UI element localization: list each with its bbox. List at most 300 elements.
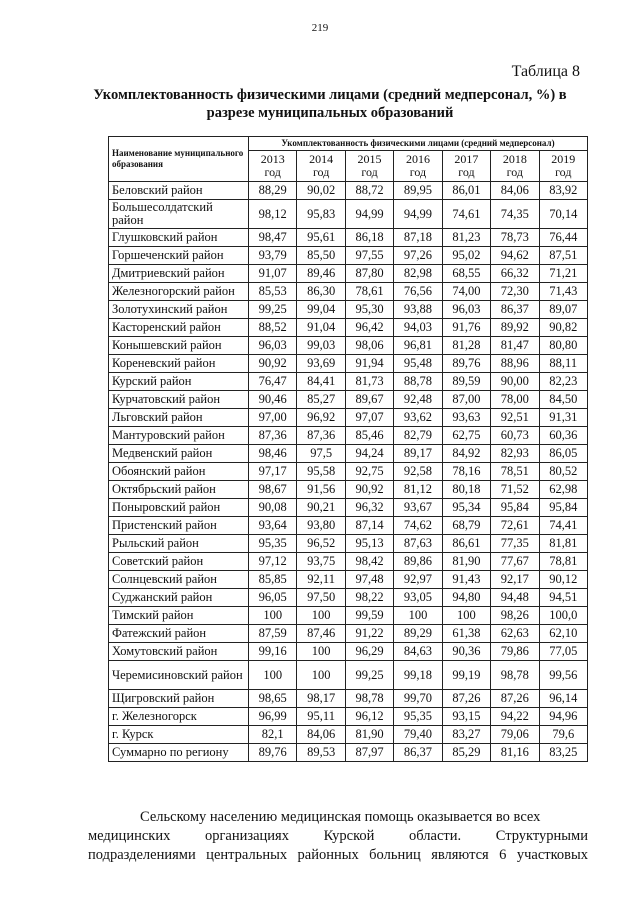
staffing-value-cell: 60,73 bbox=[491, 427, 539, 445]
staffing-value-cell: 81,81 bbox=[539, 535, 587, 553]
table-row bbox=[109, 200, 588, 229]
staffing-value-cell: 92,58 bbox=[394, 463, 442, 481]
staffing-value-cell: 89,46 bbox=[297, 265, 345, 283]
staffing-value-cell: 86,18 bbox=[345, 229, 393, 247]
staffing-value-cell: 89,07 bbox=[539, 301, 587, 319]
staffing-value-cell: 74,61 bbox=[442, 200, 490, 229]
staffing-value-cell: 98,46 bbox=[249, 445, 297, 463]
staffing-value-cell: 91,43 bbox=[442, 571, 490, 589]
staffing-value-cell: 95,84 bbox=[491, 499, 539, 517]
staffing-value-cell: 87,26 bbox=[491, 690, 539, 708]
staffing-value-cell: 95,13 bbox=[345, 535, 393, 553]
staffing-table bbox=[108, 136, 588, 762]
staffing-value-cell: 61,38 bbox=[442, 625, 490, 643]
staffing-value-cell: 74,00 bbox=[442, 283, 490, 301]
staffing-value-cell: 90,02 bbox=[297, 182, 345, 200]
staffing-value-cell: 78,61 bbox=[345, 283, 393, 301]
staffing-value-cell: 91,56 bbox=[297, 481, 345, 499]
staffing-value-cell: 79,6 bbox=[539, 726, 587, 744]
staffing-value-cell: 92,48 bbox=[394, 391, 442, 409]
staffing-value-cell: 95,30 bbox=[345, 301, 393, 319]
staffing-value-cell: 97,55 bbox=[345, 247, 393, 265]
staffing-value-cell: 81,90 bbox=[345, 726, 393, 744]
table-row bbox=[109, 517, 588, 535]
year-value: 2019 bbox=[551, 152, 576, 166]
staffing-value-cell: 76,47 bbox=[249, 373, 297, 391]
staffing-value-cell: 83,27 bbox=[442, 726, 490, 744]
table-row bbox=[109, 499, 588, 517]
staffing-value-cell: 99,70 bbox=[394, 690, 442, 708]
staffing-value-cell: 86,01 bbox=[442, 182, 490, 200]
staffing-value-cell: 99,25 bbox=[249, 301, 297, 319]
staffing-value-cell: 94,96 bbox=[539, 708, 587, 726]
staffing-value-cell: 86,37 bbox=[394, 744, 442, 762]
staffing-value-cell: 89,92 bbox=[491, 319, 539, 337]
staffing-value-cell: 99,18 bbox=[394, 661, 442, 690]
staffing-value-cell: 98,78 bbox=[345, 690, 393, 708]
staffing-value-cell: 81,23 bbox=[442, 229, 490, 247]
table-row bbox=[109, 535, 588, 553]
staffing-value-cell: 84,06 bbox=[297, 726, 345, 744]
staffing-value-cell: 90,00 bbox=[491, 373, 539, 391]
staffing-value-cell: 100 bbox=[249, 607, 297, 625]
staffing-value-cell: 78,73 bbox=[491, 229, 539, 247]
staffing-value-cell: 92,17 bbox=[491, 571, 539, 589]
staffing-value-cell: 84,06 bbox=[491, 182, 539, 200]
staffing-value-cell: 96,99 bbox=[249, 708, 297, 726]
staffing-value-cell: 89,53 bbox=[297, 744, 345, 762]
staffing-value-cell: 98,06 bbox=[345, 337, 393, 355]
staffing-value-cell: 84,50 bbox=[539, 391, 587, 409]
staffing-value-cell: 62,98 bbox=[539, 481, 587, 499]
staffing-value-cell: 87,36 bbox=[297, 427, 345, 445]
staffing-value-cell: 83,25 bbox=[539, 744, 587, 762]
table-row bbox=[109, 265, 588, 283]
table-row bbox=[109, 726, 588, 744]
staffing-value-cell: 60,36 bbox=[539, 427, 587, 445]
staffing-value-cell: 95,35 bbox=[394, 708, 442, 726]
year-unit: год bbox=[264, 165, 281, 179]
staffing-value-cell: 88,72 bbox=[345, 182, 393, 200]
staffing-value-cell: 88,96 bbox=[491, 355, 539, 373]
staffing-value-cell: 93,80 bbox=[297, 517, 345, 535]
staffing-value-cell: 95,34 bbox=[442, 499, 490, 517]
staffing-value-cell: 87,63 bbox=[394, 535, 442, 553]
year-unit: год bbox=[361, 165, 378, 179]
municipality-name: Тимский район bbox=[109, 607, 249, 625]
staffing-value-cell: 93,15 bbox=[442, 708, 490, 726]
table-row bbox=[109, 409, 588, 427]
body-paragraph bbox=[88, 808, 588, 865]
table-row bbox=[109, 690, 588, 708]
staffing-value-cell: 97,17 bbox=[249, 463, 297, 481]
table-row bbox=[109, 463, 588, 481]
staffing-value-cell: 77,67 bbox=[491, 553, 539, 571]
staffing-value-cell: 62,10 bbox=[539, 625, 587, 643]
staffing-value-cell: 96,12 bbox=[345, 708, 393, 726]
table-row bbox=[109, 481, 588, 499]
staffing-value-cell: 96,81 bbox=[394, 337, 442, 355]
staffing-value-cell: 86,05 bbox=[539, 445, 587, 463]
staffing-value-cell: 74,62 bbox=[394, 517, 442, 535]
staffing-value-cell: 81,90 bbox=[442, 553, 490, 571]
staffing-value-cell: 89,86 bbox=[394, 553, 442, 571]
year-unit: год bbox=[458, 165, 475, 179]
staffing-value-cell: 99,19 bbox=[442, 661, 490, 690]
staffing-value-cell: 99,03 bbox=[297, 337, 345, 355]
table-row bbox=[109, 445, 588, 463]
table-row bbox=[109, 283, 588, 301]
staffing-value-cell: 82,23 bbox=[539, 373, 587, 391]
staffing-value-cell: 97,5 bbox=[297, 445, 345, 463]
staffing-value-cell: 78,00 bbox=[491, 391, 539, 409]
group-column-header: Укомплектованность физическими лицами (средний медперсонал) bbox=[249, 137, 588, 151]
staffing-value-cell: 87,97 bbox=[345, 744, 393, 762]
staffing-value-cell: 71,43 bbox=[539, 283, 587, 301]
page-number: 219 bbox=[311, 22, 329, 34]
staffing-value-cell: 97,00 bbox=[249, 409, 297, 427]
year-column-header bbox=[345, 151, 393, 182]
staffing-value-cell: 62,63 bbox=[491, 625, 539, 643]
staffing-value-cell: 95,61 bbox=[297, 229, 345, 247]
staffing-value-cell: 81,47 bbox=[491, 337, 539, 355]
staffing-value-cell: 90,92 bbox=[345, 481, 393, 499]
staffing-value-cell: 98,65 bbox=[249, 690, 297, 708]
staffing-value-cell: 78,51 bbox=[491, 463, 539, 481]
staffing-value-cell: 87,46 bbox=[297, 625, 345, 643]
table-row bbox=[109, 319, 588, 337]
year-column-header bbox=[539, 151, 587, 182]
year-value: 2015 bbox=[357, 152, 382, 166]
staffing-value-cell: 83,92 bbox=[539, 182, 587, 200]
staffing-value-cell: 94,24 bbox=[345, 445, 393, 463]
table-row bbox=[109, 247, 588, 265]
municipality-name: Октябрьский район bbox=[109, 481, 249, 499]
staffing-value-cell: 90,46 bbox=[249, 391, 297, 409]
staffing-value-cell: 89,59 bbox=[442, 373, 490, 391]
staffing-value-cell: 96,03 bbox=[442, 301, 490, 319]
staffing-value-cell: 93,79 bbox=[249, 247, 297, 265]
staffing-value-cell: 100 bbox=[249, 661, 297, 690]
municipality-name: Суммарно по региону bbox=[109, 744, 249, 762]
staffing-value-cell: 96,03 bbox=[249, 337, 297, 355]
staffing-value-cell: 90,08 bbox=[249, 499, 297, 517]
staffing-value-cell: 100 bbox=[297, 661, 345, 690]
table-row bbox=[109, 301, 588, 319]
staffing-value-cell: 82,79 bbox=[394, 427, 442, 445]
staffing-value-cell: 100 bbox=[394, 607, 442, 625]
municipality-name: Золотухинский район bbox=[109, 301, 249, 319]
municipality-name: Льговский район bbox=[109, 409, 249, 427]
staffing-value-cell: 78,81 bbox=[539, 553, 587, 571]
staffing-value-cell: 77,05 bbox=[539, 643, 587, 661]
staffing-value-cell: 95,58 bbox=[297, 463, 345, 481]
staffing-value-cell: 94,62 bbox=[491, 247, 539, 265]
staffing-value-cell: 94,99 bbox=[345, 200, 393, 229]
staffing-value-cell: 94,22 bbox=[491, 708, 539, 726]
table-label: Таблица 8 bbox=[511, 63, 580, 80]
table-row bbox=[109, 182, 588, 200]
table-row bbox=[109, 391, 588, 409]
municipality-name: Большесолдатский район bbox=[109, 200, 249, 229]
table-row bbox=[109, 625, 588, 643]
staffing-value-cell: 94,80 bbox=[442, 589, 490, 607]
staffing-value-cell: 97,50 bbox=[297, 589, 345, 607]
municipality-name: Суджанский район bbox=[109, 589, 249, 607]
staffing-value-cell: 91,22 bbox=[345, 625, 393, 643]
staffing-value-cell: 66,32 bbox=[491, 265, 539, 283]
staffing-value-cell: 91,07 bbox=[249, 265, 297, 283]
municipality-name: Хомутовский район bbox=[109, 643, 249, 661]
staffing-value-cell: 81,28 bbox=[442, 337, 490, 355]
staffing-value-cell: 72,30 bbox=[491, 283, 539, 301]
staffing-value-cell: 84,92 bbox=[442, 445, 490, 463]
staffing-value-cell: 95,83 bbox=[297, 200, 345, 229]
staffing-value-cell: 77,35 bbox=[491, 535, 539, 553]
municipality-name: Щигровский район bbox=[109, 690, 249, 708]
municipality-name: Пристенский район bbox=[109, 517, 249, 535]
staffing-value-cell: 89,67 bbox=[345, 391, 393, 409]
staffing-value-cell: 96,92 bbox=[297, 409, 345, 427]
staffing-value-cell: 70,14 bbox=[539, 200, 587, 229]
table-row bbox=[109, 373, 588, 391]
staffing-value-cell: 87,80 bbox=[345, 265, 393, 283]
staffing-value-cell: 90,36 bbox=[442, 643, 490, 661]
staffing-value-cell: 76,44 bbox=[539, 229, 587, 247]
municipality-name: Обоянский район bbox=[109, 463, 249, 481]
staffing-value-cell: 98,42 bbox=[345, 553, 393, 571]
staffing-value-cell: 88,78 bbox=[394, 373, 442, 391]
municipality-name: г. Курск bbox=[109, 726, 249, 744]
staffing-value-cell: 96,42 bbox=[345, 319, 393, 337]
staffing-value-cell: 93,69 bbox=[297, 355, 345, 373]
staffing-value-cell: 96,52 bbox=[297, 535, 345, 553]
staffing-value-cell: 91,94 bbox=[345, 355, 393, 373]
staffing-value-cell: 100 bbox=[442, 607, 490, 625]
municipality-name: Мантуровский район bbox=[109, 427, 249, 445]
staffing-value-cell: 95,11 bbox=[297, 708, 345, 726]
staffing-value-cell: 85,46 bbox=[345, 427, 393, 445]
year-unit: год bbox=[506, 165, 524, 179]
staffing-value-cell: 93,75 bbox=[297, 553, 345, 571]
staffing-value-cell: 80,52 bbox=[539, 463, 587, 481]
staffing-value-cell: 71,52 bbox=[491, 481, 539, 499]
table-row bbox=[109, 607, 588, 625]
staffing-value-cell: 95,84 bbox=[539, 499, 587, 517]
staffing-value-cell: 74,35 bbox=[491, 200, 539, 229]
staffing-value-cell: 88,29 bbox=[249, 182, 297, 200]
year-value: 2014 bbox=[309, 152, 334, 166]
paragraph-line: Сельскому населению медицинская помощь оказывается во всех bbox=[140, 809, 541, 825]
staffing-value-cell: 96,05 bbox=[249, 589, 297, 607]
table-row bbox=[109, 355, 588, 373]
staffing-value-cell: 100,0 bbox=[539, 607, 587, 625]
staffing-value-cell: 80,18 bbox=[442, 481, 490, 499]
municipality-name: Курчатовский район bbox=[109, 391, 249, 409]
staffing-value-cell: 97,48 bbox=[345, 571, 393, 589]
staffing-value-cell: 95,02 bbox=[442, 247, 490, 265]
staffing-value-cell: 99,04 bbox=[297, 301, 345, 319]
staffing-value-cell: 96,29 bbox=[345, 643, 393, 661]
staffing-value-cell: 68,79 bbox=[442, 517, 490, 535]
staffing-value-cell: 93,88 bbox=[394, 301, 442, 319]
table-title: Укомплектованность физическими лицами (средний медперсонал, %) в разрезе муниципальных образований bbox=[93, 87, 567, 121]
staffing-value-cell: 95,35 bbox=[249, 535, 297, 553]
staffing-value-cell: 85,27 bbox=[297, 391, 345, 409]
municipality-name: Советский район bbox=[109, 553, 249, 571]
year-value: 2018 bbox=[502, 152, 527, 166]
staffing-value-cell: 93,63 bbox=[442, 409, 490, 427]
staffing-value-cell: 97,26 bbox=[394, 247, 442, 265]
municipality-name: Черемисиновский район bbox=[109, 661, 249, 690]
table-row bbox=[109, 744, 588, 762]
municipality-name: Поныровский район bbox=[109, 499, 249, 517]
staffing-value-cell: 93,67 bbox=[394, 499, 442, 517]
staffing-value-cell: 89,76 bbox=[442, 355, 490, 373]
staffing-value-cell: 86,61 bbox=[442, 535, 490, 553]
staffing-value-cell: 89,17 bbox=[394, 445, 442, 463]
staffing-value-cell: 85,50 bbox=[297, 247, 345, 265]
staffing-value-cell: 98,47 bbox=[249, 229, 297, 247]
staffing-value-cell: 94,51 bbox=[539, 589, 587, 607]
municipality-name: Горшеченский район bbox=[109, 247, 249, 265]
staffing-value-cell: 89,95 bbox=[394, 182, 442, 200]
staffing-value-cell: 87,59 bbox=[249, 625, 297, 643]
paragraph-line: медицинских организациях Курской области. Структурными bbox=[88, 828, 588, 844]
staffing-value-cell: 89,76 bbox=[249, 744, 297, 762]
staffing-value-cell: 74,41 bbox=[539, 517, 587, 535]
staffing-value-cell: 99,59 bbox=[345, 607, 393, 625]
table-row bbox=[109, 708, 588, 726]
staffing-value-cell: 87,18 bbox=[394, 229, 442, 247]
staffing-value-cell: 91,76 bbox=[442, 319, 490, 337]
staffing-value-cell: 85,85 bbox=[249, 571, 297, 589]
staffing-value-cell: 92,11 bbox=[297, 571, 345, 589]
staffing-value-cell: 92,97 bbox=[394, 571, 442, 589]
staffing-value-cell: 90,92 bbox=[249, 355, 297, 373]
staffing-value-cell: 80,80 bbox=[539, 337, 587, 355]
paragraph-line: подразделениями центральных районных больниц являются 6 участковых bbox=[88, 847, 588, 863]
staffing-value-cell: 78,16 bbox=[442, 463, 490, 481]
table-body bbox=[109, 182, 588, 762]
staffing-value-cell: 84,63 bbox=[394, 643, 442, 661]
name-column-header: Наименование муниципального образования bbox=[109, 137, 249, 182]
staffing-value-cell: 87,26 bbox=[442, 690, 490, 708]
year-column-header bbox=[491, 151, 539, 182]
year-column-header bbox=[249, 151, 297, 182]
staffing-value-cell: 89,29 bbox=[394, 625, 442, 643]
staffing-value-cell: 96,32 bbox=[345, 499, 393, 517]
municipality-name: Солнцевский район bbox=[109, 571, 249, 589]
year-column-header bbox=[442, 151, 490, 182]
staffing-value-cell: 90,21 bbox=[297, 499, 345, 517]
table-row bbox=[109, 427, 588, 445]
staffing-value-cell: 92,75 bbox=[345, 463, 393, 481]
staffing-value-cell: 98,17 bbox=[297, 690, 345, 708]
staffing-value-cell: 71,21 bbox=[539, 265, 587, 283]
staffing-value-cell: 81,16 bbox=[491, 744, 539, 762]
staffing-value-cell: 87,00 bbox=[442, 391, 490, 409]
municipality-name: Медвенский район bbox=[109, 445, 249, 463]
staffing-value-cell: 79,06 bbox=[491, 726, 539, 744]
staffing-value-cell: 91,04 bbox=[297, 319, 345, 337]
staffing-value-cell: 81,12 bbox=[394, 481, 442, 499]
municipality-name: Фатежский район bbox=[109, 625, 249, 643]
year-unit: год bbox=[409, 165, 427, 179]
staffing-value-cell: 88,52 bbox=[249, 319, 297, 337]
municipality-name: Дмитриевский район bbox=[109, 265, 249, 283]
municipality-name: Железногорский район bbox=[109, 283, 249, 301]
staffing-value-cell: 93,62 bbox=[394, 409, 442, 427]
staffing-value-cell: 90,12 bbox=[539, 571, 587, 589]
staffing-value-cell: 92,51 bbox=[491, 409, 539, 427]
year-value: 2013 bbox=[260, 152, 285, 166]
table-row bbox=[109, 643, 588, 661]
staffing-value-cell: 86,30 bbox=[297, 283, 345, 301]
staffing-value-cell: 82,98 bbox=[394, 265, 442, 283]
table-row bbox=[109, 589, 588, 607]
staffing-value-cell: 88,11 bbox=[539, 355, 587, 373]
staffing-value-cell: 93,05 bbox=[394, 589, 442, 607]
year-unit: год bbox=[312, 165, 330, 179]
year-column-header bbox=[394, 151, 442, 182]
staffing-value-cell: 84,41 bbox=[297, 373, 345, 391]
staffing-value-cell: 94,48 bbox=[491, 589, 539, 607]
staffing-value-cell: 98,78 bbox=[491, 661, 539, 690]
table-row bbox=[109, 571, 588, 589]
staffing-value-cell: 76,56 bbox=[394, 283, 442, 301]
staffing-value-cell: 94,99 bbox=[394, 200, 442, 229]
table-row bbox=[109, 229, 588, 247]
staffing-value-cell: 85,29 bbox=[442, 744, 490, 762]
staffing-value-cell: 100 bbox=[297, 607, 345, 625]
staffing-value-cell: 100 bbox=[297, 643, 345, 661]
table-row bbox=[109, 553, 588, 571]
staffing-value-cell: 72,61 bbox=[491, 517, 539, 535]
staffing-value-cell: 62,75 bbox=[442, 427, 490, 445]
staffing-value-cell: 79,86 bbox=[491, 643, 539, 661]
staffing-value-cell: 68,55 bbox=[442, 265, 490, 283]
staffing-value-cell: 87,51 bbox=[539, 247, 587, 265]
staffing-value-cell: 93,64 bbox=[249, 517, 297, 535]
staffing-value-cell: 99,56 bbox=[539, 661, 587, 690]
municipality-name: Глушковский район bbox=[109, 229, 249, 247]
staffing-value-cell: 87,14 bbox=[345, 517, 393, 535]
staffing-value-cell: 87,36 bbox=[249, 427, 297, 445]
staffing-value-cell: 79,40 bbox=[394, 726, 442, 744]
municipality-name: г. Железногорск bbox=[109, 708, 249, 726]
staffing-value-cell: 96,14 bbox=[539, 690, 587, 708]
municipality-name: Конышевский район bbox=[109, 337, 249, 355]
staffing-value-cell: 98,22 bbox=[345, 589, 393, 607]
staffing-value-cell: 97,12 bbox=[249, 553, 297, 571]
staffing-value-cell: 90,82 bbox=[539, 319, 587, 337]
municipality-name: Рыльский район bbox=[109, 535, 249, 553]
staffing-value-cell: 86,37 bbox=[491, 301, 539, 319]
staffing-value-cell: 95,48 bbox=[394, 355, 442, 373]
staffing-value-cell: 82,1 bbox=[249, 726, 297, 744]
staffing-value-cell: 99,16 bbox=[249, 643, 297, 661]
staffing-value-cell: 82,93 bbox=[491, 445, 539, 463]
staffing-value-cell: 85,53 bbox=[249, 283, 297, 301]
municipality-name: Кореневский район bbox=[109, 355, 249, 373]
year-column-header bbox=[297, 151, 345, 182]
staffing-value-cell: 99,25 bbox=[345, 661, 393, 690]
staffing-value-cell: 94,03 bbox=[394, 319, 442, 337]
year-value: 2017 bbox=[454, 152, 479, 166]
staffing-value-cell: 98,12 bbox=[249, 200, 297, 229]
year-unit: год bbox=[555, 165, 572, 179]
